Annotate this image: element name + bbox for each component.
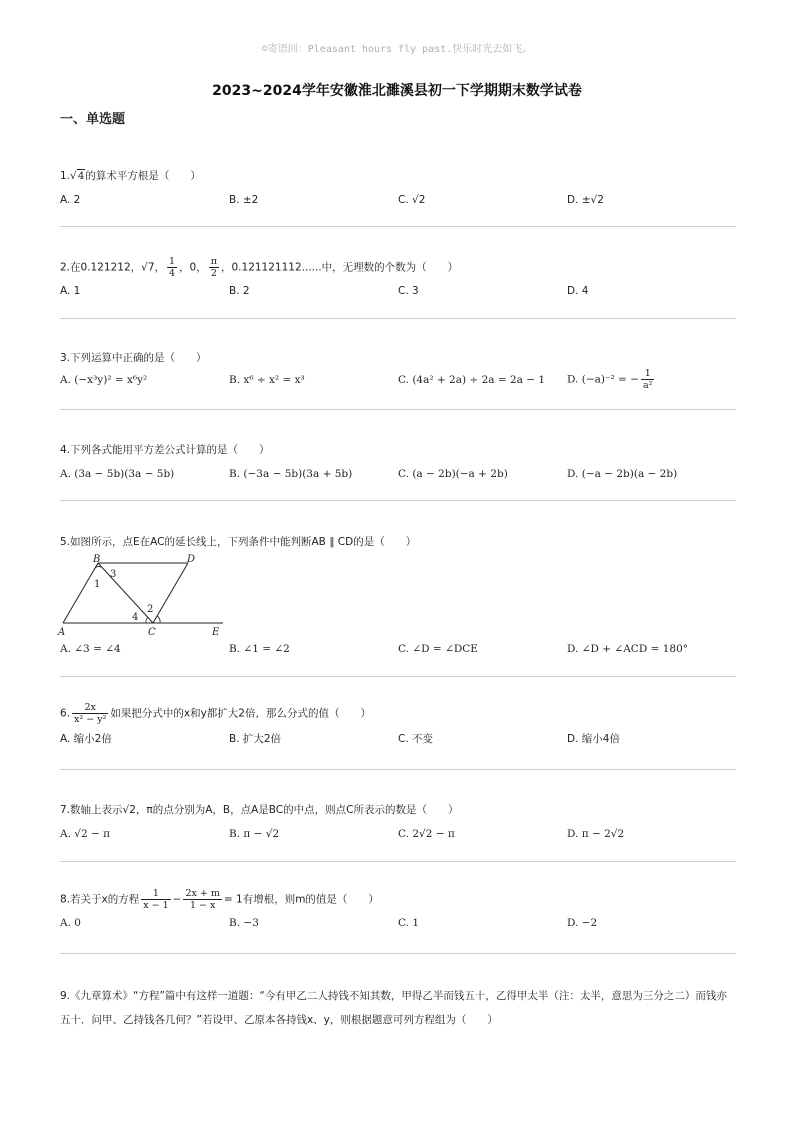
option-a[interactable]: A. (−x³y)² = x⁶y² [60,374,148,386]
divider [60,318,736,319]
divider [60,769,736,770]
angle-label-2: 2 [147,604,154,615]
option-d[interactable]: D. ±√2 [567,194,604,206]
divider [60,861,736,862]
question-stem: 9.《九章算术》“方程”篇中有这样一道题：“今有甲乙二人持钱不知其数，甲得乙半而钱五十，乙得甲太半（注：太半，意思为三分之二）而钱亦五十．问甲、乙持钱各几何？”若设甲、乙原本各持钱x、y，则根据题意可列方程组为（ ） [60,990,727,1026]
option-a[interactable]: A. (3a − 5b)(3a − 5b) [60,468,175,480]
option-a[interactable]: A. 缩小2倍 [60,733,112,745]
option-d[interactable]: D. 4 [567,285,589,297]
label-a: A [58,627,66,638]
question-3 [60,350,736,390]
question-stem: 7.数轴上表示√2，π的点分别为A，B，点A是BC的中点，则点C所表示的数是（ ） [60,804,459,816]
watermark: ☺寄语回：Pleasant hours fly past.快乐时光去如飞。 [261,44,533,55]
question-6 [60,702,736,747]
fraction: $\frac{1}{4}$ [169,256,176,279]
divider [60,676,736,677]
angle-label-1: 1 [94,579,101,590]
page-title: 2023~2024学年安徽淮北濉溪县初一下学期期末数学试卷 [212,83,582,99]
option-c[interactable]: C. √2 [398,194,426,206]
option-b[interactable]: B. −3 [229,917,259,929]
option-a[interactable]: A. 0 [60,917,81,929]
option-b[interactable]: B. ±2 [229,194,259,206]
question-stem: 3.下列运算中正确的是（ ） [60,352,207,364]
option-a[interactable]: A. 2 [60,194,81,206]
option-a[interactable]: A. 1 [60,285,81,297]
divider [60,409,736,410]
question-7 [60,802,736,844]
option-c[interactable]: C. 1 [398,917,420,929]
divider [60,500,736,501]
angle-label-4: 4 [132,612,139,623]
option-d[interactable]: D. (−a)⁻² = − $\frac{1}{\text{a²}}$ [567,368,653,391]
option-c[interactable]: C. 2√2 − π [398,828,455,840]
label-e: E [212,627,220,638]
option-c[interactable]: C. (4a² + 2a) ÷ 2a = 2a − 1 [398,374,546,386]
option-b[interactable]: B. x⁶ ÷ x² = x³ [229,374,305,386]
option-d[interactable]: D. −2 [567,917,598,929]
option-c[interactable]: C. 不变 [398,733,434,745]
divider [60,226,736,227]
option-b[interactable]: B. 2 [229,285,250,297]
question-stem: 8.若关于x的方程 $\frac{1}{x - 1}$ − $\frac{2x + m}{1 - x}$ = 1有增根，则m的值是（ ） [60,888,379,911]
option-d[interactable]: D. π − 2√2 [567,828,625,840]
question-9 [60,984,736,1032]
question-5 [60,534,736,550]
option-b[interactable]: B. ∠1 = ∠2 [229,643,290,655]
label-c: C [148,627,156,638]
option-c[interactable]: C. (a − 2b)(−a + 2b) [398,468,508,480]
question-stem: 5.如图所示，点E在AC的延长线上，下列条件中能判断AB ∥ CD的是（ ） [60,536,417,548]
option-d[interactable]: D. ∠D + ∠ACD = 180° [567,643,689,655]
fraction: $\frac{2x + m}{1 - x}$ [185,888,220,911]
angle-label-3: 3 [110,569,117,580]
option-b[interactable]: B. π − √2 [229,828,280,840]
option-c[interactable]: C. 3 [398,285,419,297]
question-8 [60,888,736,933]
option-a[interactable]: A. ∠3 = ∠4 [60,643,121,655]
option-d[interactable]: D. (−a − 2b)(a − 2b) [567,468,678,480]
fraction: $\frac{1}{x - 1}$ [143,888,169,911]
question-stem: 1.√4的算术平方根是（ ） [60,170,201,182]
fraction: $\frac{\pi}{2}$ [210,256,217,279]
label-d: D [187,554,196,565]
question-1 [60,168,736,210]
option-b[interactable]: B. 扩大2倍 [229,733,282,745]
question-stem: 4.下列各式能用平方差公式计算的是（ ） [60,444,270,456]
section-heading: 一、单选题 [60,112,126,127]
question-2 [60,256,736,301]
question-stem: 6. $\frac{2x}{\text{x² − y²}}$ 如果把分式中的x和y都扩大2倍，那么分式的值（ ） [60,702,371,725]
option-d[interactable]: D. 缩小4倍 [567,733,620,745]
divider [60,953,736,954]
question-stem: 2.在0.121212，√7， $\frac{1}{4}$ ，0， $\frac{\pi}{2}$ ，0.121121112......中，无理数的个数为（ ） [60,256,459,279]
option-b[interactable]: B. (−3a − 5b)(3a + 5b) [229,468,353,480]
label-b: B [93,554,101,565]
option-c[interactable]: C. ∠D = ∠DCE [398,643,478,655]
fraction: $\frac{2x}{\text{x² − y²}}$ [74,702,107,725]
question-4 [60,442,736,484]
geometry-figure [55,553,230,638]
option-a[interactable]: A. √2 − π [60,828,111,840]
